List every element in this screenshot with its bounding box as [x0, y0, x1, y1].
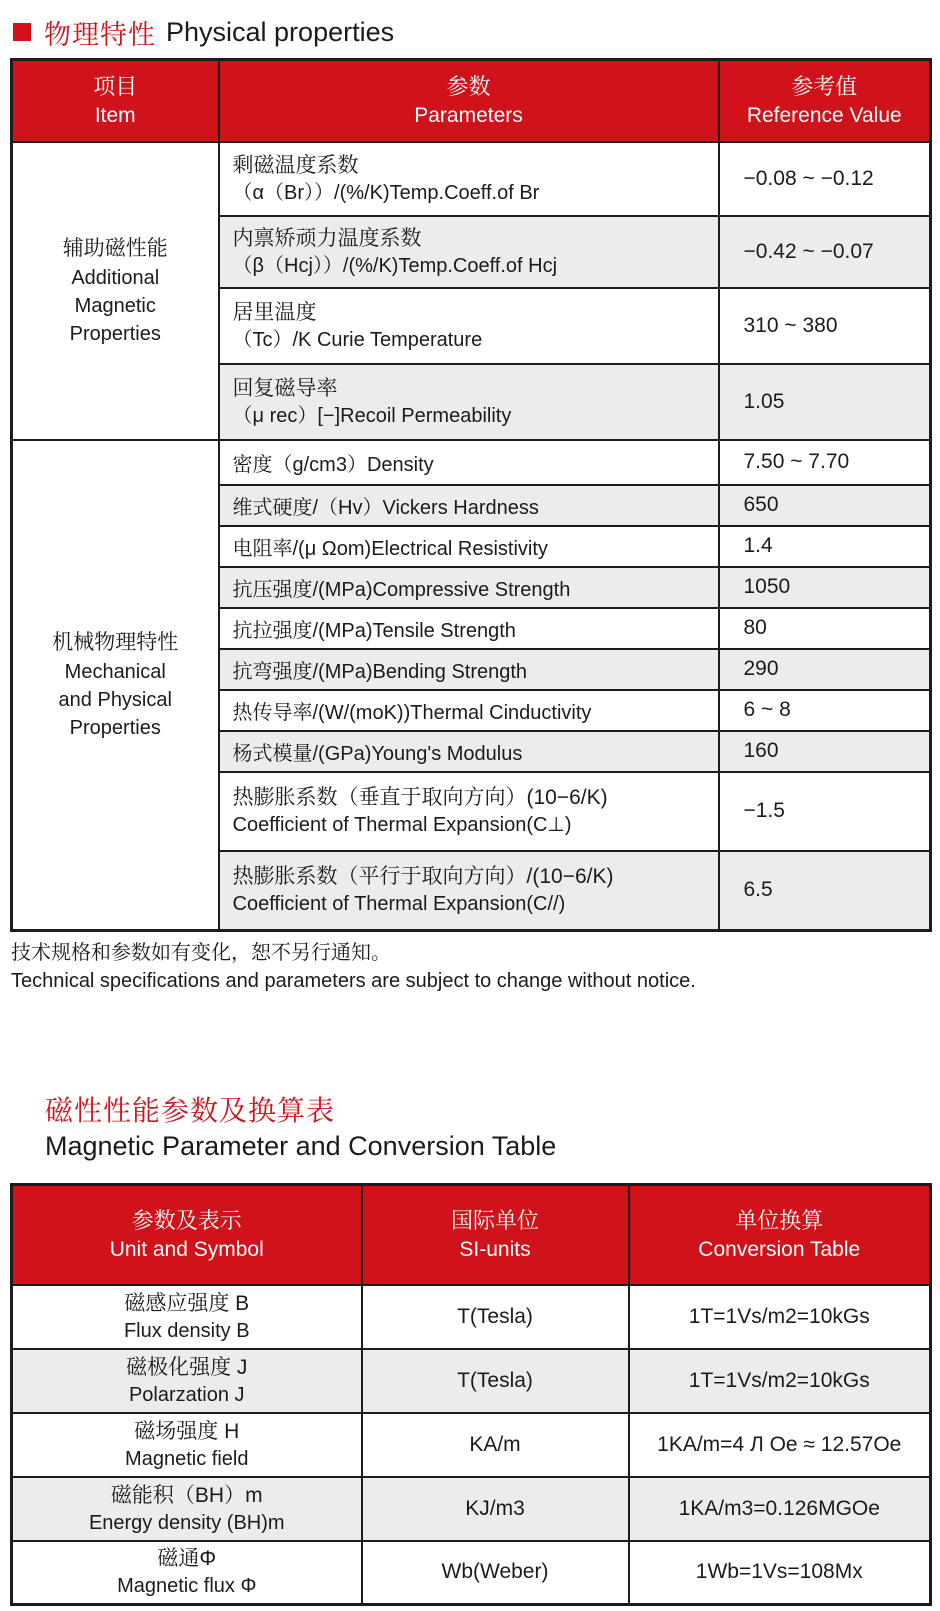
param-zh: 回复磁导率 [232, 376, 338, 400]
name-zh: 磁场强度 H [134, 1419, 240, 1443]
header-col2-en: SI-units [459, 1238, 531, 1262]
value-cell: 80 [719, 608, 931, 649]
section2-title-en: Magnetic Parameter and Conversion Table [45, 1131, 557, 1161]
group2-item-en-line1: Mechanical [64, 660, 166, 683]
param-en: Coefficient of Thermal Expansion(C⊥) [232, 814, 572, 836]
unit-cell: KJ/m3 [362, 1477, 629, 1541]
table-row [12, 1349, 931, 1413]
name-zh: 磁感应强度 B [124, 1291, 250, 1315]
group1-item-en-line1: Additional [71, 266, 160, 289]
value-cell: −0.42 ~ −0.07 [719, 216, 931, 288]
value-cell: 290 [719, 649, 931, 690]
table2-header-si-units [362, 1185, 629, 1285]
value-cell: 6.5 [719, 851, 931, 931]
conversion-cell: 1KA/m=4 Л Oe ≈ 12.57Oe [629, 1413, 931, 1477]
table1-header-item [12, 60, 219, 142]
parameter-name-cell [12, 1349, 362, 1413]
red-square-bullet-icon [13, 23, 31, 41]
header-col1-zh: 参数及表示 [131, 1208, 242, 1234]
header-param-zh: 参数 [446, 74, 491, 100]
param-zh: 剩磁温度系数 [232, 153, 359, 177]
red-square-bullet-icon [15, 1099, 35, 1119]
param-text: 抗弯强度/(MPa)Bending Strength [232, 660, 528, 683]
table-row [12, 1541, 931, 1605]
param-zh: 热膨胀系数（平行于取向方向）/(10−6/K) [232, 865, 614, 889]
param-cell [219, 608, 719, 649]
section2-title [15, 1092, 556, 1162]
group2-item-en-line3: Properties [69, 716, 161, 739]
table2-header-conversion [629, 1185, 931, 1285]
param-en: （Tc）/K Curie Temperature [232, 328, 483, 351]
conversion-cell: 1T=1Vs/m2=10kGs [629, 1349, 931, 1413]
table-row [12, 440, 931, 485]
unit-cell: Wb(Weber) [362, 1541, 629, 1605]
name-en: Flux density B [123, 1319, 250, 1342]
group2-item-zh: 机械物理特性 [52, 630, 179, 654]
conversion-cell: 1T=1Vs/m2=10kGs [629, 1285, 931, 1349]
param-en: （α（Br））/(%/K)Temp.Coeff.of Br [232, 181, 540, 204]
param-text: 杨式模量/(GPa)Young's Modulus [232, 742, 523, 765]
header-value-zh: 参考值 [791, 74, 858, 100]
param-zh: 内禀矫顽力温度系数 [232, 226, 422, 250]
name-zh: 磁能积（BH）m [110, 1483, 263, 1507]
table1-header-reference [719, 60, 931, 142]
param-cell [219, 567, 719, 608]
header-item-zh: 项目 [93, 74, 138, 100]
param-text: 电阻率/(μ Ωom)Electrical Resistivity [232, 537, 548, 560]
param-zh: 热膨胀系数（垂直于取向方向）(10−6/K) [232, 786, 608, 809]
unit-cell: T(Tesla) [362, 1349, 629, 1413]
group1-item-en-line3: Properties [69, 322, 161, 345]
table2-header-row [12, 1185, 931, 1285]
table-row [12, 1477, 931, 1541]
group-mechanical-physical-properties [12, 440, 219, 931]
group1-item-zh: 辅助磁性能 [62, 236, 168, 260]
footnote-zh: 技术规格和参数如有变化，恕不另行通知。 [11, 942, 391, 964]
value-cell: −0.08 ~ −0.12 [719, 142, 931, 216]
table1-header-parameters [219, 60, 719, 142]
group1-item-en-line2: Magnetic [74, 294, 156, 317]
unit-cell: T(Tesla) [362, 1285, 629, 1349]
conversion-cell: 1Wb=1Vs=108Mx [629, 1541, 931, 1605]
group-additional-magnetic-properties [12, 142, 219, 440]
group2-item-en-line2: and Physical [58, 688, 172, 711]
section1-title [13, 14, 394, 50]
header-col1-en: Unit and Symbol [109, 1238, 264, 1262]
table-row [12, 1285, 931, 1349]
section1-title-en: Physical properties [166, 16, 395, 47]
unit-cell: KA/m [362, 1413, 629, 1477]
value-cell: 650 [719, 485, 931, 526]
header-value-en: Reference Value [746, 104, 902, 128]
name-zh: 磁通Φ [157, 1547, 217, 1571]
parameter-name-cell [12, 1541, 362, 1605]
param-cell [219, 526, 719, 567]
parameter-name-cell [12, 1413, 362, 1477]
section2-title-zh: 磁性性能参数及换算表 [45, 1095, 336, 1126]
param-text: 热传导率/(W/(moK))Thermal Cinductivity [232, 701, 592, 724]
value-cell: 1050 [719, 567, 931, 608]
param-cell [219, 690, 719, 731]
header-col2-zh: 国际单位 [450, 1208, 539, 1234]
section1-title-zh: 物理特性 [44, 19, 156, 50]
footnote-en: Technical specifications and parameters are subject to change without notice. [11, 970, 696, 992]
physical-properties-table [10, 58, 932, 932]
value-cell: 6 ~ 8 [719, 690, 931, 731]
value-cell: 7.50 ~ 7.70 [719, 440, 931, 485]
value-cell: 160 [719, 731, 931, 772]
header-param-en: Parameters [414, 104, 523, 128]
param-text: 密度（g/cm3）Density [232, 453, 434, 476]
name-en: Polarzation J [128, 1383, 245, 1406]
name-en: Magnetic field [125, 1447, 249, 1470]
table1-header-row [12, 60, 931, 142]
value-cell: −1.5 [719, 772, 931, 851]
param-en: Coefficient of Thermal Expansion(C//) [232, 893, 566, 916]
param-cell [219, 649, 719, 690]
param-cell [219, 440, 719, 485]
name-zh: 磁极化强度 J [126, 1355, 248, 1379]
param-en: （μ rec）[−]Recoil Permeability [232, 404, 512, 427]
table-row [12, 1413, 931, 1477]
param-cell [219, 485, 719, 526]
parameter-name-cell [12, 1285, 362, 1349]
table-row [12, 142, 931, 216]
parameter-name-cell [12, 1477, 362, 1541]
name-en: Energy density (BH)m [88, 1511, 285, 1534]
param-cell [219, 216, 719, 288]
param-text: 维式硬度/（Hv）Vickers Hardness [232, 496, 539, 519]
param-cell [219, 142, 719, 216]
header-col3-en: Conversion Table [698, 1238, 861, 1262]
param-cell [219, 772, 719, 851]
header-col3-zh: 单位换算 [735, 1208, 824, 1234]
name-en: Magnetic flux Φ [117, 1575, 257, 1598]
param-cell [219, 731, 719, 772]
param-text: 抗压强度/(MPa)Compressive Strength [232, 578, 571, 601]
param-cell [219, 851, 719, 931]
param-en: （β（Hcj））/(%/K)Temp.Coeff.of Hcj [232, 254, 558, 277]
param-cell [219, 288, 719, 364]
param-cell [219, 364, 719, 440]
table2-header-unit-symbol [12, 1185, 362, 1285]
footnote [11, 938, 696, 994]
conversion-cell: 1KA/m3=0.126MGOe [629, 1477, 931, 1541]
header-item-en: Item [94, 104, 136, 128]
value-cell: 1.4 [719, 526, 931, 567]
value-cell: 1.05 [719, 364, 931, 440]
value-cell: 310 ~ 380 [719, 288, 931, 364]
param-zh: 居里温度 [232, 300, 317, 324]
conversion-table [10, 1183, 932, 1606]
param-text: 抗拉强度/(MPa)Tensile Strength [232, 619, 516, 642]
